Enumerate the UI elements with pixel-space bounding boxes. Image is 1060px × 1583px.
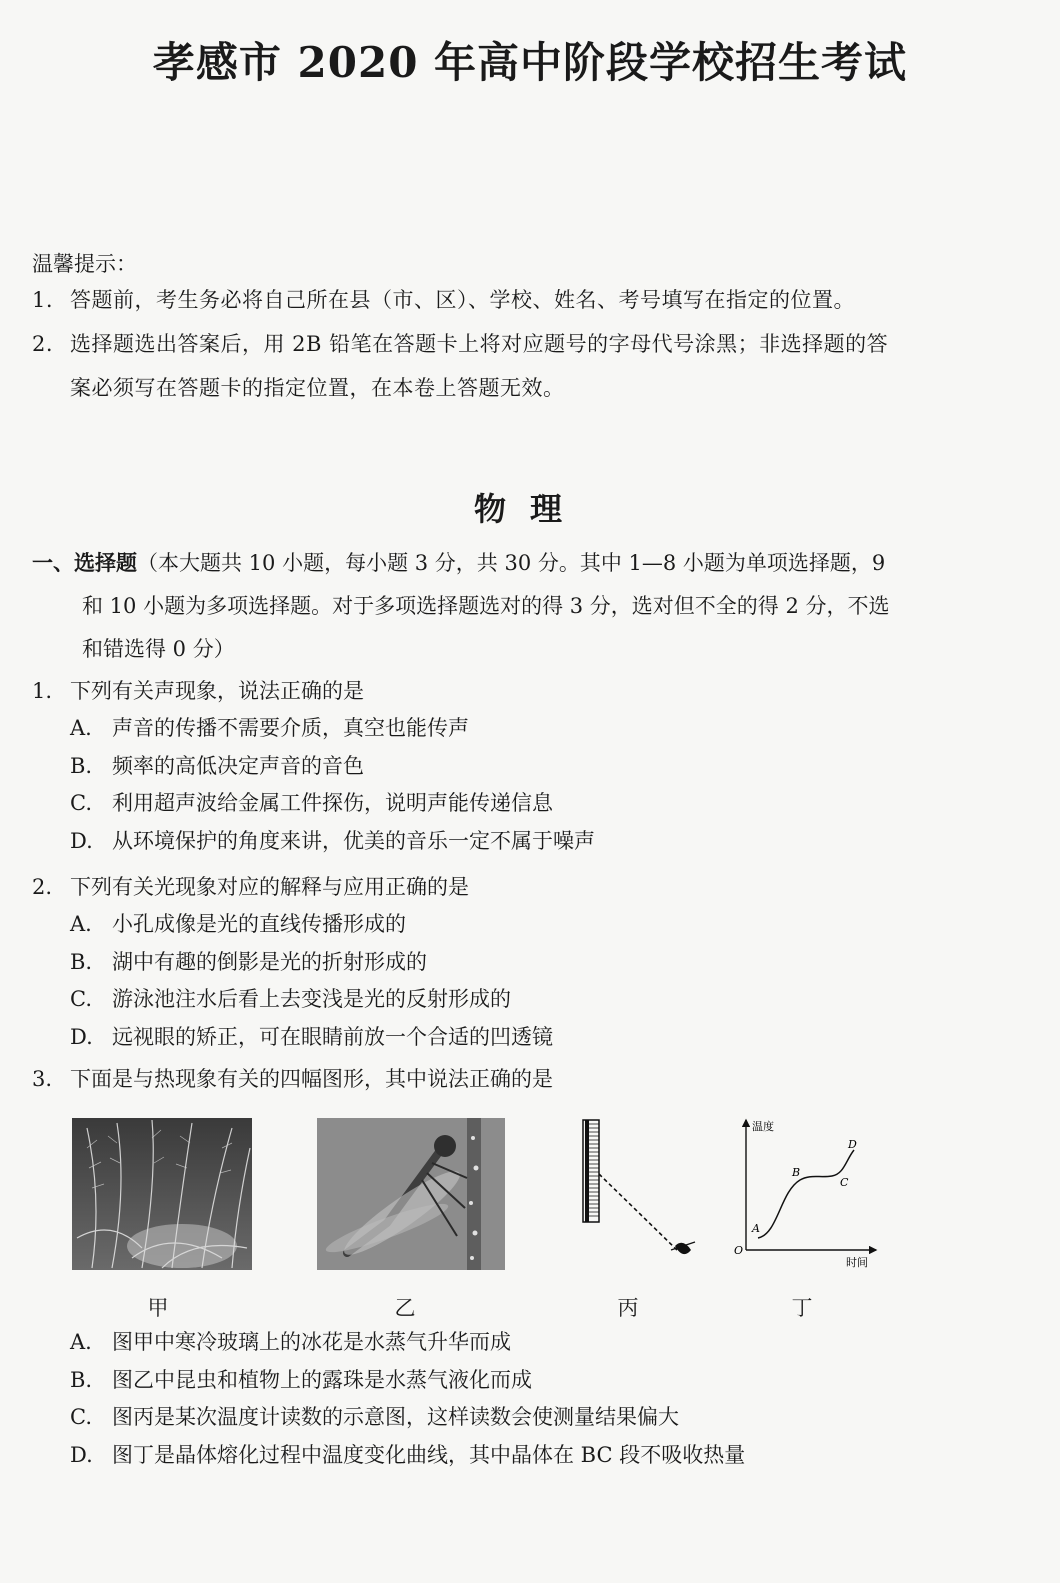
- section-heading: 一、选择题: [32, 551, 137, 575]
- option-a: A. 声音的传播不需要介质，真空也能传声: [70, 716, 469, 740]
- exam-title: 孝感市 2020 年高中阶段学校招生考试: [152, 38, 908, 87]
- graph-point-c: C: [840, 1176, 849, 1189]
- tips-heading: 温馨提示：: [32, 252, 137, 276]
- tip-number: 1.: [32, 288, 54, 312]
- option-c: C. 图丙是某次温度计读数的示意图，这样读数会使测量结果偏大: [70, 1405, 679, 1429]
- subject-title: 物理: [473, 490, 586, 528]
- figure-caption: 丙: [617, 1296, 639, 1320]
- option-b: B. 湖中有趣的倒影是光的折射形成的: [70, 949, 427, 974]
- graph-point-a: A: [752, 1222, 760, 1235]
- option-b: B. 频率的高低决定声音的音色: [70, 753, 364, 778]
- section-line: （本大题共 10 小题，每小题 3 分，共 30 分。其中 1—8 小题为单项选择题，9: [137, 551, 886, 575]
- option-c: C. 游泳池注水后看上去变浅是光的反射形成的: [70, 987, 511, 1011]
- question-2: [32, 868, 1022, 1056]
- question-3-options: [32, 1324, 1022, 1474]
- question-1: [32, 672, 1022, 860]
- graph-xlabel: 时间: [846, 1256, 868, 1269]
- graph-point-b: B: [792, 1166, 801, 1179]
- tip-text: 选择题选出答案后，用 2B 铅笔在答题卡上将对应题号的字母代号涂黑；非选择题的答: [70, 332, 889, 356]
- question-number: 1.: [32, 679, 53, 703]
- tip-text-cont: 案必须写在答题卡的指定位置，在本卷上答题无效。: [70, 376, 565, 400]
- figure-caption: 丁: [791, 1296, 813, 1320]
- section-line: 和 10 小题为多项选择题。对于多项选择题选对的得 3 分，选对但不全的得 2 分，不选: [82, 594, 890, 618]
- section-line: 和错选得 0 分）: [82, 637, 235, 661]
- tip-2: [32, 322, 888, 410]
- option-b: B. 图乙中昆虫和植物上的露珠是水蒸气液化而成: [70, 1367, 532, 1392]
- option-d: D. 从环境保护的角度来讲，优美的音乐一定不属于噪声: [70, 828, 595, 853]
- question-number: 2.: [32, 875, 53, 899]
- tip-1: [32, 278, 855, 322]
- figure-frost-photo: [72, 1118, 252, 1270]
- question-stem: 下列有关声现象，说法正确的是: [70, 679, 364, 703]
- figure-insect-photo: [317, 1118, 505, 1270]
- tip-number: 2.: [32, 332, 54, 356]
- figure-melting-graph: [728, 1112, 888, 1272]
- question-number: 3.: [32, 1067, 53, 1091]
- option-a: A. 小孔成像是光的直线传播形成的: [70, 912, 406, 936]
- tip-text: 答题前，考生务必将自己所在县（市、区）、学校、姓名、考号填写在指定的位置。: [70, 288, 855, 312]
- option-d: D. 远视眼的矫正，可在眼睛前放一个合适的凹透镜: [70, 1024, 553, 1049]
- option-d: D. 图丁是晶体熔化过程中温度变化曲线，其中晶体在 BC 段不吸收热量: [70, 1442, 746, 1467]
- option-c: C. 利用超声波给金属工件探伤，说明声能传递信息: [70, 791, 553, 815]
- question-3: [32, 1060, 1022, 1098]
- section-instructions: [32, 542, 1022, 671]
- graph-point-d: D: [848, 1138, 857, 1151]
- figure-thermometer-diagram: [575, 1118, 705, 1268]
- figure-caption: 乙: [394, 1296, 416, 1320]
- figure-caption: 甲: [147, 1296, 169, 1320]
- graph-origin: O: [734, 1244, 744, 1257]
- question-stem: 下面是与热现象有关的四幅图形，其中说法正确的是: [70, 1067, 553, 1091]
- question-stem: 下列有关光现象对应的解释与应用正确的是: [70, 875, 469, 899]
- graph-ylabel: 温度: [752, 1120, 774, 1133]
- option-a: A. 图甲中寒冷玻璃上的冰花是水蒸气升华而成: [70, 1330, 511, 1354]
